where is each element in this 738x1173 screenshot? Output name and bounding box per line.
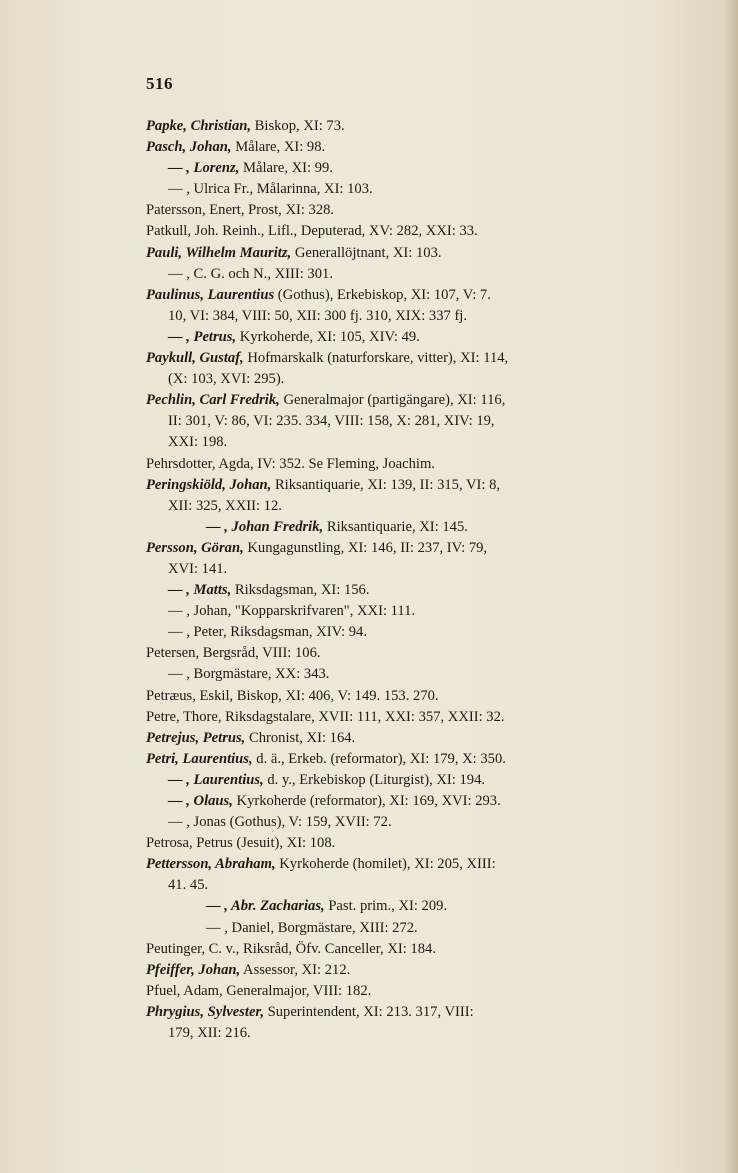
entry-text: Kungagunstling, XI: 146, II: 237, IV: 79, [243,539,488,556]
index-line [146,179,706,200]
entry-text: d. y., Erkebiskop (Liturgist), XI: 194. [263,771,486,788]
entry-text: 41. 45. [168,877,209,894]
entry-name: Peringskiöld, Johan, [146,476,272,493]
page-edge-shadow [724,0,738,1173]
index-line [146,158,706,179]
index-line [146,643,706,664]
index-entries [146,116,706,1044]
entry-text: — , Ulrica Fr., Målarinna, XI: 103. [168,181,373,198]
entry-text: — , Jonas (Gothus), V: 159, XVII: 72. [168,814,392,831]
entry-text: (Gothus), Erkebiskop, XI: 107, V: 7. [274,286,491,303]
entry-name: — , Matts, [168,582,232,599]
entry-name: Pettersson, Abraham, [146,856,276,873]
entry-name: — , Petrus, [168,328,237,345]
entry-text: Peutinger, C. v., Riksråd, Öfv. Canceller, XI: 184. [146,940,436,957]
index-line [146,664,706,685]
entry-name: Pfeiffer, Johan, [146,961,241,978]
entry-text: XXI: 198. [168,434,228,451]
index-line [146,327,706,348]
index-line [146,517,706,538]
page-number: 516 [146,74,173,93]
index-line [146,833,706,854]
entry-text: II: 301, V: 86, VI: 235. 334, VIII: 158, X: 281, XIV: 19, [168,413,495,430]
entry-text: Petrosa, Petrus (Jesuit), XI: 108. [146,835,336,852]
entry-text: Riksantiquarie, XI: 145. [323,518,468,535]
entry-text: Patersson, Enert, Prost, XI: 328. [146,202,335,219]
index-line [146,496,706,517]
entry-name: — , Lorenz, [168,160,240,177]
index-line [146,770,706,791]
entry-text: Chronist, XI: 164. [245,729,356,746]
index-line [146,918,706,939]
entry-text: Målare, XI: 99. [239,160,333,177]
index-line [146,137,706,158]
index-line [146,812,706,833]
index-line [146,432,706,453]
index-line [146,875,706,896]
index-line [146,559,706,580]
entry-text: Assessor, XI: 212. [240,961,351,978]
entry-text: Pfuel, Adam, Generalmajor, VIII: 182. [146,982,372,999]
entry-text: Generalmajor (partigängare), XI: 116, [279,392,506,409]
index-line [146,791,706,812]
entry-text: Pehrsdotter, Agda, IV: 352. Se Fleming, Joachim. [146,455,435,472]
entry-text: Petersen, Bergsråd, VIII: 106. [146,645,321,662]
index-line [146,538,706,559]
entry-name: Petri, Laurentius, [146,750,253,767]
index-line [146,960,706,981]
entry-text: Generallöjtnant, XI: 103. [291,244,442,261]
entry-text: d. ä., Erkeb. (reformator), XI: 179, X: 350. [252,750,506,767]
entry-name: Pechlin, Carl Fredrik, [146,392,280,409]
index-line [146,1002,706,1023]
entry-text: Kyrkoherde (homilet), XI: 205, XIII: [275,856,496,873]
entry-name: Paulinus, Laurentius [146,286,275,303]
index-line [146,200,706,221]
index-line [146,411,706,432]
entry-text: Superintendent, XI: 213. 317, VIII: [263,1003,474,1020]
entry-text: Patkull, Joh. Reinh., Lifl., Deputerad, XV: 282, XXI: 33. [146,223,478,240]
index-line [146,622,706,643]
entry-text: XII: 325, XXII: 12. [168,497,282,514]
index-line [146,475,706,496]
entry-text: Kyrkoherde, XI: 105, XIV: 49. [236,328,420,345]
entry-text: Past. prim., XI: 209. [324,898,448,915]
entry-name: Papke, Christian, [146,118,252,134]
entry-text: 10, VI: 384, VIII: 50, XII: 300 fj. 310, XIX: 337 fj. [168,307,468,324]
entry-text: Riksdagsman, XI: 156. [231,582,370,599]
entry-name: Paykull, Gustaf, [146,350,244,367]
entry-text: (X: 103, XVI: 295). [168,371,285,388]
entry-name: Phrygius, Sylvester, [146,1003,264,1020]
entry-name: Persson, Göran, [146,539,244,556]
index-line [146,580,706,601]
index-line [146,707,706,728]
entry-text: Målare, XI: 98. [231,139,326,156]
entry-name: — , Olaus, [168,793,233,809]
entry-text: 179, XII: 216. [168,1025,251,1042]
entry-name: — , Laurentius, [168,771,264,788]
index-line [146,749,706,770]
index-line [146,369,706,390]
index-line [146,348,706,369]
entry-text: Kyrkoherde (reformator), XI: 169, XVI: 293. [232,793,501,809]
index-line [146,728,706,749]
entry-name: Pauli, Wilhelm Mauritz, [146,244,292,261]
index-line [146,264,706,285]
entry-text: Petræus, Eskil, Biskop, XI: 406, V: 149. 153. 270. [146,687,439,704]
entry-name: Petrejus, Petrus, [146,729,246,746]
entry-text: — , Johan, "Kopparskrifvaren", XXI: 111. [168,603,416,620]
entry-text: Biskop, XI: 73. [251,118,345,134]
entry-text: — , Borgmästare, XX: 343. [168,666,330,683]
index-line [146,454,706,475]
index-line [146,243,706,264]
index-line [146,981,706,1002]
entry-name: — , Abr. Zacharias, [206,898,325,915]
index-line [146,285,706,306]
index-line [146,390,706,411]
index-line [146,854,706,875]
entry-text: Hofmarskalk (naturforskare, vitter), XI: 114, [243,350,509,367]
entry-name: Pasch, Johan, [146,139,232,156]
index-line [146,686,706,707]
entry-text: — , Peter, Riksdagsman, XIV: 94. [168,624,367,641]
entry-name: — , Johan Fredrik, [206,518,324,535]
index-line [146,221,706,242]
index-line [146,896,706,917]
index-line [146,1023,706,1044]
entry-text: Riksantiquarie, XI: 139, II: 315, VI: 8, [271,476,501,493]
index-line [146,939,706,960]
entry-text: XVI: 141. [168,560,228,577]
entry-text: Petre, Thore, Riksdagstalare, XVII: 111, XXI: 357, XXII: 32. [146,708,505,725]
index-line [146,116,706,137]
index-line [146,601,706,622]
index-line [146,306,706,327]
entry-text: — , Daniel, Borgmästare, XIII: 272. [206,919,418,936]
entry-text: — , C. G. och N., XIII: 301. [168,265,333,282]
